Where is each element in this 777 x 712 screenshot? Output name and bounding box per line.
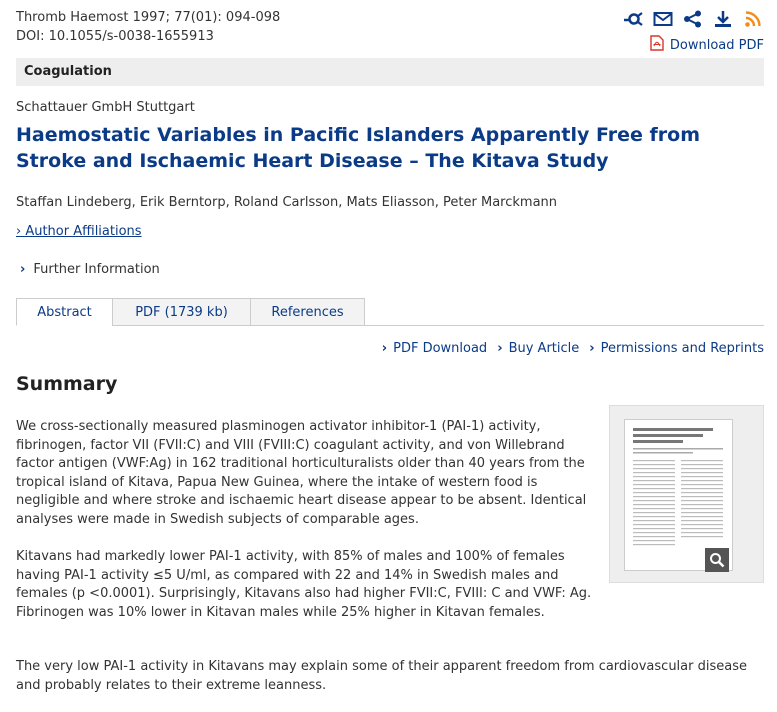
section-label: Coagulation <box>16 58 764 86</box>
publisher: Schattauer GmbH Stuttgart <box>16 100 195 115</box>
email-icon[interactable] <box>652 9 674 29</box>
pdf-download-link[interactable] <box>382 341 487 356</box>
doi: DOI: 10.1055/s-0038-1655913 <box>16 29 214 44</box>
buy-article-link[interactable] <box>497 341 579 356</box>
summary-paragraph: Kitavans had markedly lower PAI-1 activity, with 85% of males and 100% of females having PAI-1 activity ≤5 U/ml, as compared with 22 and 14% in Swedish males and females (p <0.0001). Surprisingly, Kitavans also had higher FVII:C, FVIII: C and VWF: Ag. Fibrinogen was 10% lower in Kitavan males while 25% higher in Kitavan females. <box>16 549 592 620</box>
tab-abstract[interactable]: Abstract <box>16 298 113 326</box>
rss-icon[interactable] <box>742 9 764 29</box>
chevron-right-icon: › <box>20 262 26 277</box>
permissions-label: Permissions and Reprints <box>600 341 764 356</box>
pdf-thumbnail[interactable] <box>609 405 764 583</box>
article-action-links <box>382 341 764 356</box>
share-icon[interactable] <box>682 9 704 29</box>
download-icon[interactable] <box>712 9 734 29</box>
author-affiliations-link[interactable]: › Author Affiliations <box>16 224 142 239</box>
journal-citation: Thromb Haemost 1997; 77(01): 094-098 <box>16 10 281 25</box>
pdf-download-label: PDF Download <box>393 341 488 356</box>
download-pdf-label: Download PDF <box>669 37 764 53</box>
chevron-right-icon: › <box>589 341 595 356</box>
article-title: Haemostatic Variables in Pacific Islanders Apparently Free from Stroke and Ischaemic Heart Disease – The Kitava Study <box>16 124 701 172</box>
chevron-right-icon: › <box>497 341 503 356</box>
summary-paragraph: We cross-sectionally measured plasminogen activator inhibitor-1 (PAI-1) activity, fibrinogen, factor VII (FVII:C) and VIII (FVIII:C) coagulant activity, and von Willebrand factor antigen (VWF:Ag) in 162 traditional horticulturalists older than 40 years from the tropical island of Kitava, Papua New Guinea, where the intake of western food is negligible and where stroke and ischaemic heart disease appear to be absent. Identical analyses were made in Swedish subjects of comparable ages. <box>16 419 587 527</box>
download-pdf-link[interactable] <box>650 35 764 55</box>
author-list: Staffan Lindeberg, Erik Berntorp, Roland Carlsson, Mats Eliasson, Peter Marckmann <box>16 195 558 210</box>
pdf-file-icon <box>650 35 664 55</box>
summary-heading: Summary <box>16 373 118 395</box>
tab-references[interactable]: References <box>250 298 365 326</box>
permissions-link[interactable] <box>589 341 764 356</box>
cite-icon[interactable] <box>622 9 644 29</box>
tab-pdf[interactable]: PDF (1739 kb) <box>112 298 251 326</box>
magnifier-icon[interactable] <box>705 548 729 572</box>
buy-article-label: Buy Article <box>508 341 580 356</box>
toolbar-icons <box>622 9 764 29</box>
further-information-toggle[interactable] <box>20 262 160 277</box>
citation-header <box>16 8 764 56</box>
chevron-right-icon: › <box>381 341 388 356</box>
further-information-label: Further Information <box>33 262 160 277</box>
summary-paragraph: The very low PAI-1 activity in Kitavans may explain some of their apparent freedom from cardiovascular disease and probably relates to their extreme leanness. <box>16 659 747 693</box>
article-tabs <box>16 298 764 326</box>
